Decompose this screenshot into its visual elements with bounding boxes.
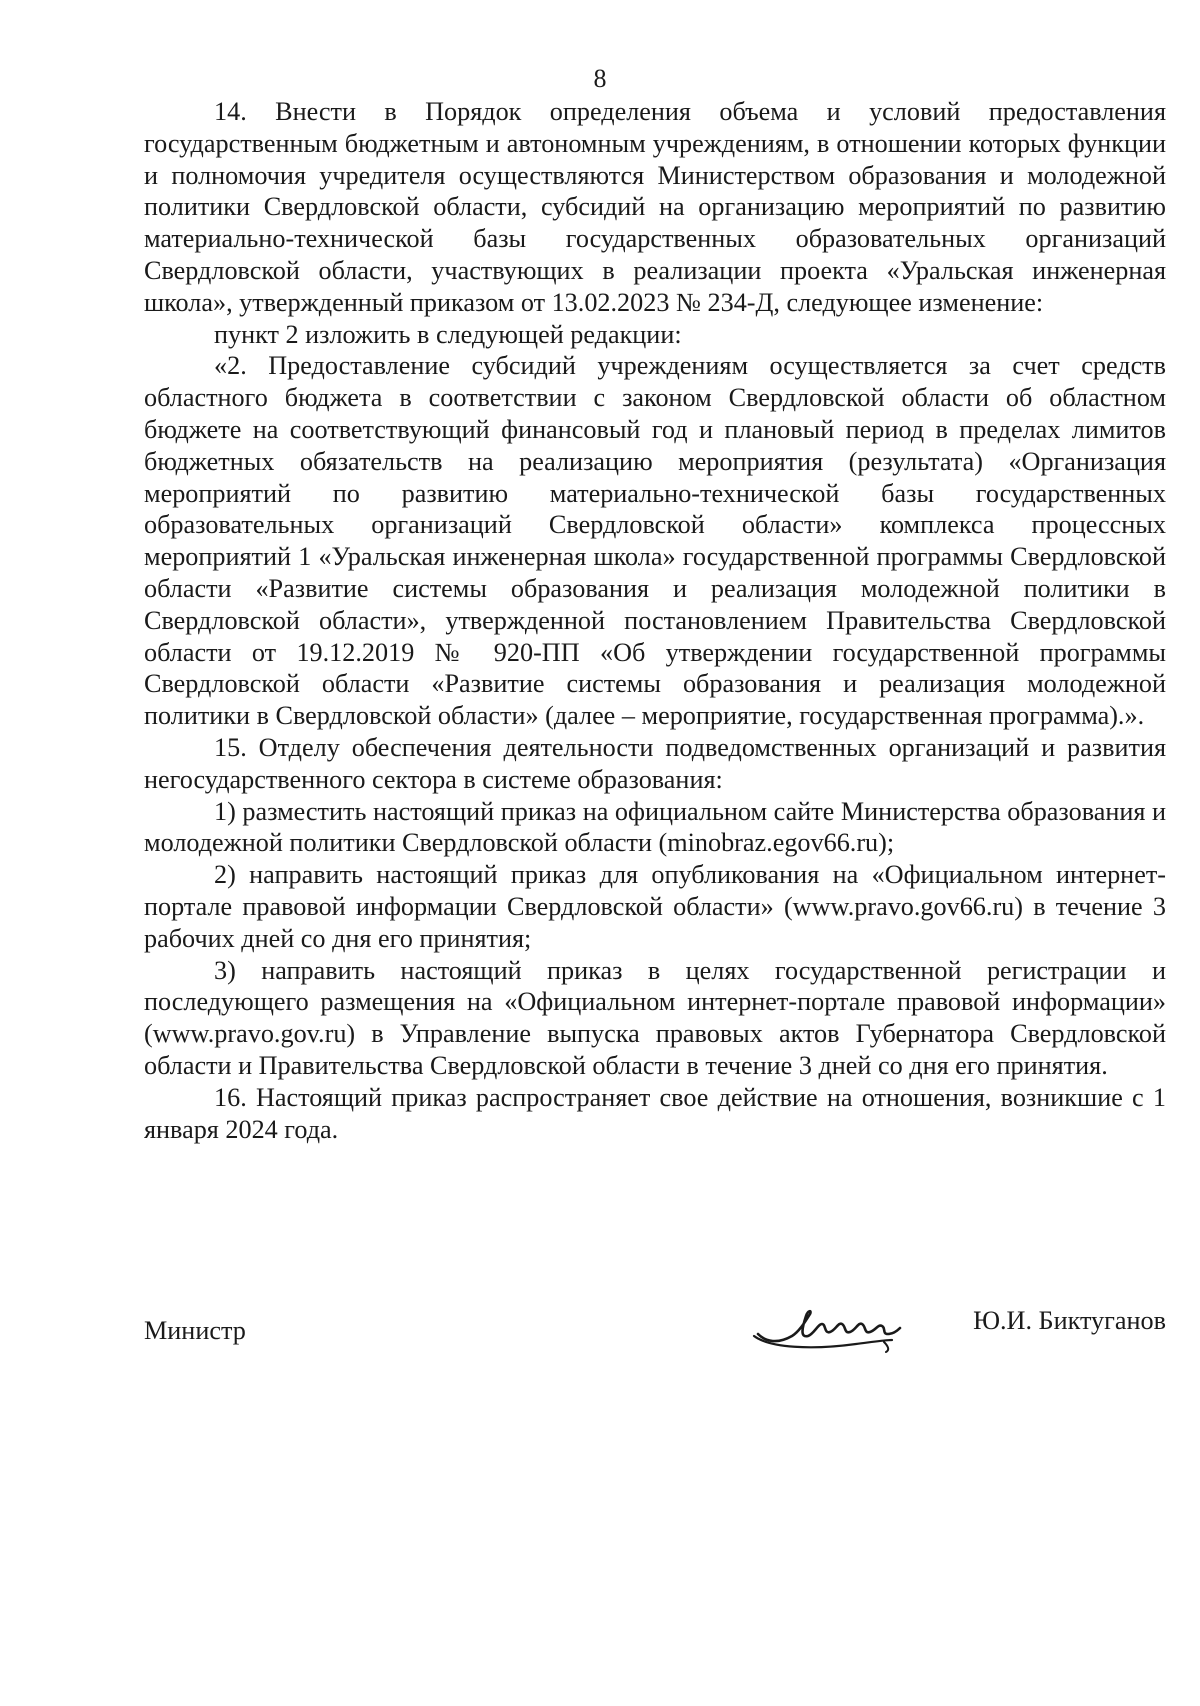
paragraph-amendment-intro: пункт 2 изложить в следующей редакции:: [214, 319, 682, 349]
page-number: 8: [593, 64, 607, 93]
handwritten-signature: [752, 1300, 912, 1356]
signer-name: Ю.И. Биктуганов: [973, 1306, 1166, 1335]
signer-title: Министр: [144, 1316, 246, 1345]
paragraph-item-15-3: 3) направить настоящий приказ в целях государственной регистрации и последующего размещения на «Официальном интернет-портале правовой информации» (www.pravo.gov.ru) в Управление выпуска правовых актов Губернатора Свердловской области и Правительства Свердловской области в течение 3 дней со дня его принятия.: [144, 955, 1166, 1080]
paragraph-amendment-text: «2. Предоставление субсидий учреждениям осуществляется за счет средств областного бюджета в соответствии с законом Свердловской области об областном бюджете на соответствующий финансовый год и плановый период в пределах лимитов бюджетных обязательств на реализацию мероприятия (результата) «Организация мероприятий по развитию материально-технической базы государственных образовательных организаций Свердловской области» комплекса процессных мероприятий 1 «Уральская инженерная школа» государственной программы Свердловской области «Развитие системы образования и реализация молодежной политики в Свердловской области», утвержденной постановлением Правительства Свердловской области от 19.12.2019 № 920-ПП «Об утверждении государственной программы Свердловской области «Развитие системы образования и реализация молодежной политики в Свердловской области» (далее – мероприятие, государственная программа).».: [144, 351, 1166, 731]
paragraph-item-15: 15. Отделу обеспечения деятельности подведомственных организаций и развития негосударственного сектора в системе образования:: [144, 732, 1166, 794]
paragraph-item-14: 14. Внести в Порядок определения объема и условий предоставления государственным бюджетным и автономным учреждениям, в отношении которых функции и полномочия учредителя осуществляются Министерством образования и молодежной политики Свердловской области, субсидий на организацию мероприятий по развитию материально-технической базы государственных образовательных организаций Свердловской области, участвующих в реализации проекта «Уральская инженерная школа», утвержденный приказом от 13.02.2023 № 234-Д, следующее изменение:: [144, 97, 1166, 317]
paragraph-item-16: 16. Настоящий приказ распространяет свое действие на отношения, возникшие с 1 января 2024 года.: [144, 1082, 1166, 1144]
signature-block: [144, 1306, 1166, 1356]
paragraph-item-15-2: 2) направить настоящий приказ для опубликования на «Официальном интернет-портале правовой информации Свердловской области» (www.pravo.gov66.ru) в течение 3 рабочих дней со дня его принятия;: [144, 860, 1166, 953]
document-body: [144, 96, 1166, 1145]
paragraph-item-15-1: 1) разместить настоящий приказ на официальном сайте Министерства образования и молодежной политики Свердловской области (minobraz.egov66.ru);: [144, 796, 1166, 858]
